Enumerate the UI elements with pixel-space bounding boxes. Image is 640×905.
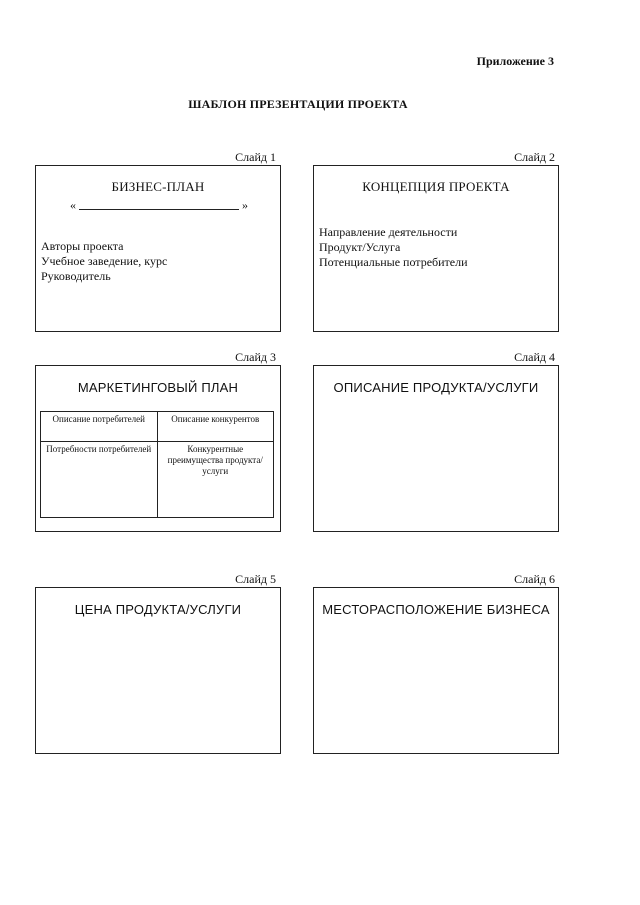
- slide-5-heading: ЦЕНА ПРОДУКТА/УСЛУГИ: [74, 602, 242, 617]
- slide-1-line: Руководитель: [41, 269, 111, 283]
- slide-4-frame: [313, 365, 559, 532]
- slide-2-lines: [319, 225, 468, 270]
- slide-4-heading: ОПИСАНИЕ ПРОДУКТА/УСЛУГИ: [333, 380, 539, 395]
- matrix-cell-consumers: Описание потребителей: [41, 412, 158, 442]
- slide-5-label: Слайд 5: [235, 572, 276, 586]
- matrix-cell-needs: Потребности потребителей: [41, 441, 158, 517]
- slide-3-label: Слайд 3: [235, 350, 276, 364]
- slide-2-line: Потенциальные потребители: [319, 255, 468, 269]
- slide-2-heading: КОНЦЕПЦИЯ ПРОЕКТА: [362, 179, 510, 194]
- matrix-cell-competitors: Описание конкурентов: [157, 412, 274, 442]
- slide-1-frame: [35, 165, 281, 332]
- quote-close: »: [242, 198, 248, 212]
- slide-2-frame: [313, 165, 559, 332]
- slide-1-label: Слайд 1: [235, 150, 276, 164]
- matrix-cell-advantages: Конкурентные преимущества продукта/услуги: [157, 441, 274, 517]
- slide-1-line: Авторы проекта: [41, 239, 124, 253]
- slide-1-line: Учебное заведение, курс: [41, 254, 168, 268]
- document-title: ШАБЛОН ПРЕЗЕНТАЦИИ ПРОЕКТА: [188, 97, 408, 111]
- marketing-matrix: [40, 411, 274, 518]
- slide-2-line: Направление деятельности: [319, 225, 458, 239]
- slide-6-label: Слайд 6: [514, 572, 555, 586]
- slide-6-heading: МЕСТОРАСПОЛОЖЕНИЕ БИЗНЕСА: [322, 602, 550, 617]
- slide-2-line: Продукт/Услуга: [319, 240, 401, 254]
- slide-6-frame: [313, 587, 559, 754]
- slide-5-frame: [35, 587, 281, 754]
- slide-1-heading: БИЗНЕС-ПЛАН: [111, 179, 205, 194]
- slide-3-heading: МАРКЕТИНГОВЫЙ ПЛАН: [77, 380, 239, 395]
- slide-1-lines: [41, 239, 167, 284]
- slide-2-label: Слайд 2: [514, 150, 555, 164]
- project-name-blank: [70, 198, 248, 212]
- blank-rule: [79, 209, 239, 210]
- slide-3-frame: [35, 365, 281, 532]
- appendix-label: Приложение 3: [476, 54, 554, 68]
- quote-open: «: [70, 198, 76, 212]
- slide-4-label: Слайд 4: [514, 350, 555, 364]
